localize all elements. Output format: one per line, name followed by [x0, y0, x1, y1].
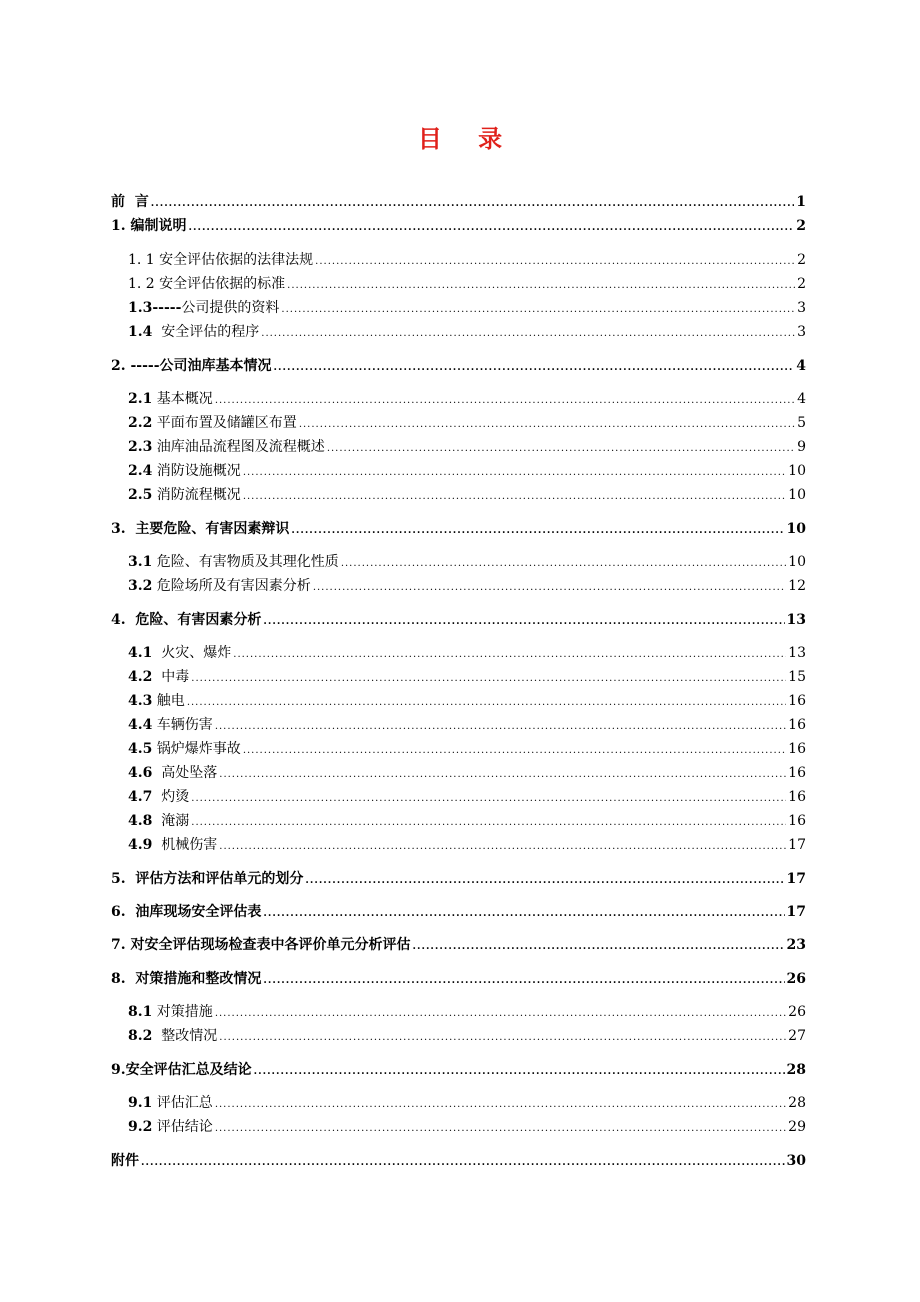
dot-leader: [187, 693, 786, 713]
dot-leader: [215, 1119, 786, 1139]
toc-page-number: 23: [786, 937, 806, 953]
toc-entry-label: [128, 1117, 213, 1137]
toc-entry-label: [128, 1093, 213, 1113]
dot-leader: [215, 1004, 786, 1024]
dot-leader: [263, 971, 784, 991]
toc-entry-label: [128, 763, 217, 783]
toc-page-number: 12: [788, 578, 806, 594]
toc-entry-number: 4.4: [128, 717, 153, 733]
toc-entry-text: 前 言: [111, 194, 149, 210]
toc-entry-number: 8.2: [128, 1028, 153, 1044]
toc-entry-text: 中毒: [152, 669, 190, 685]
toc-entry-label: [128, 691, 185, 711]
toc-entry[interactable]: [111, 274, 806, 294]
toc-entry-text: 消防设施概况: [152, 463, 241, 479]
toc-entry[interactable]: [111, 643, 806, 663]
toc-entry-label: [111, 902, 261, 922]
toc-page-number: 28: [786, 1062, 806, 1078]
toc-entry-label: [128, 715, 213, 735]
toc-entry[interactable]: [111, 192, 806, 212]
toc-entry-text: 机械伤害: [152, 837, 218, 853]
toc-entry-number: 2.2: [128, 415, 153, 431]
toc-page-number: 27: [788, 1028, 806, 1044]
toc-entry[interactable]: [111, 356, 806, 376]
toc-entry[interactable]: [111, 413, 806, 433]
toc-page-number: 15: [788, 669, 806, 685]
dot-leader: [315, 252, 795, 272]
toc-entry[interactable]: [111, 1002, 806, 1022]
toc-entry-label: [128, 250, 313, 270]
toc-entry-label: [111, 356, 272, 376]
toc-entry-text: 8. 对策措施和整改情况: [111, 971, 262, 987]
toc-entry-number: 3.2: [128, 578, 153, 594]
toc-entry-text: 高处坠落: [152, 765, 218, 781]
toc-entry-label: [111, 610, 261, 630]
toc-entry[interactable]: [111, 902, 806, 922]
toc-page-number: 10: [786, 521, 806, 537]
toc-entry-label: [111, 519, 289, 539]
toc-entry[interactable]: [111, 1117, 806, 1137]
toc-entry[interactable]: [111, 811, 806, 831]
toc-entry[interactable]: [111, 519, 806, 539]
toc-entry[interactable]: [111, 437, 806, 457]
toc-entry-number: 2.1: [128, 391, 153, 407]
toc-entry-text: 安全评估的程序: [152, 324, 260, 340]
toc-entry-label: [111, 869, 303, 889]
toc-page-number: 1: [796, 194, 806, 210]
toc-entry[interactable]: [111, 1026, 806, 1046]
toc-entry-number: 9.2: [128, 1119, 153, 1135]
toc-entry-number: 4.1: [128, 645, 153, 661]
toc-entry[interactable]: [111, 576, 806, 596]
toc-entry-number: 8.1: [128, 1004, 153, 1020]
toc-entry-text: 附件: [111, 1153, 139, 1169]
toc-page-number: 16: [788, 717, 806, 733]
toc-page-number: 10: [788, 463, 806, 479]
toc-entry-label: [128, 787, 189, 807]
toc-entry[interactable]: [111, 763, 806, 783]
dot-leader: [299, 415, 795, 435]
dot-leader: [287, 276, 795, 296]
toc-entry-label: [111, 1060, 252, 1080]
dot-leader: [215, 717, 786, 737]
toc-entry-label: [128, 274, 285, 294]
toc-entry-text: 危险场所及有害因素分析: [152, 578, 311, 594]
toc-entry[interactable]: [111, 667, 806, 687]
toc-entry-text: 9.安全评估汇总及结论: [111, 1062, 252, 1078]
dot-leader: [219, 765, 786, 785]
toc-page-number: 4: [797, 391, 806, 407]
dot-leader: [243, 463, 786, 483]
toc-entry-number: 3.1: [128, 554, 153, 570]
toc-entry[interactable]: [111, 691, 806, 711]
toc-entry-text: 7. 对安全评估现场检查表中各评价单元分析评估: [111, 937, 411, 953]
toc-entry-text: 锅炉爆炸事故: [152, 741, 241, 757]
toc-entry-text: 5. 评估方法和评估单元的划分: [111, 871, 304, 887]
toc-entry-label: [128, 835, 217, 855]
toc-entry-number: 4.5: [128, 741, 153, 757]
dot-leader: [327, 439, 795, 459]
toc-page-number: 30: [786, 1153, 806, 1169]
toc-entry[interactable]: [111, 250, 806, 270]
toc-page-number: 16: [788, 813, 806, 829]
dot-leader: [141, 1153, 785, 1173]
toc-entry-label: [128, 576, 311, 596]
toc-entry[interactable]: [111, 1151, 806, 1171]
toc-entry-number: 4.8: [128, 813, 153, 829]
toc-entry-label: [128, 322, 259, 342]
toc-entry-text: 火灾、爆炸: [152, 645, 232, 661]
dot-leader: [233, 645, 786, 665]
dot-leader: [215, 1095, 786, 1115]
toc-entry[interactable]: [111, 322, 806, 342]
dot-leader: [243, 487, 786, 507]
dot-leader: [151, 194, 795, 214]
toc-entry-text: 灼烫: [152, 789, 190, 805]
dot-leader: [189, 218, 795, 238]
toc-entry-label: [128, 643, 231, 663]
toc-page-number: 28: [788, 1095, 806, 1111]
toc-entry-label: [128, 811, 189, 831]
dot-leader: [191, 813, 786, 833]
toc-entry[interactable]: [111, 1060, 806, 1080]
toc-entry-label: [111, 935, 411, 955]
toc-entry[interactable]: [111, 869, 806, 889]
dot-leader: [261, 324, 795, 344]
dot-leader: [341, 554, 786, 574]
dot-leader: [263, 904, 784, 924]
toc-entry-text: 评估汇总: [152, 1095, 213, 1111]
toc-entry-number: 2.3: [128, 439, 153, 455]
toc-entry-label: [128, 437, 325, 457]
toc-entry-label: [128, 413, 297, 433]
toc-page-number: 16: [788, 693, 806, 709]
toc-page-number: 13: [786, 612, 806, 628]
toc-page-number: 13: [788, 645, 806, 661]
toc-entry-text: 车辆伤害: [152, 717, 213, 733]
dot-leader: [219, 837, 786, 857]
dot-leader: [215, 391, 795, 411]
toc-entry-text: 危险、有害物质及其理化性质: [152, 554, 339, 570]
toc-entry-text: 基本概况: [152, 391, 213, 407]
toc-entry[interactable]: [111, 715, 806, 735]
toc-entry-label: [128, 667, 189, 687]
dot-leader: [191, 669, 786, 689]
toc-entry[interactable]: [111, 969, 806, 989]
toc-entry-text: 整改情况: [152, 1028, 218, 1044]
toc-page-number: 3: [797, 324, 806, 340]
toc-entry-text: 1. 1 安全评估依据的法律法规: [128, 252, 314, 268]
toc-entry[interactable]: [111, 739, 806, 759]
toc-page-number: 2: [797, 276, 806, 292]
toc-entry-number: 2.4: [128, 463, 153, 479]
dot-leader: [254, 1062, 785, 1082]
toc-entry[interactable]: [111, 216, 806, 236]
toc-entry[interactable]: [111, 389, 806, 409]
dot-leader: [263, 612, 784, 632]
dot-leader: [243, 741, 786, 761]
dot-leader: [281, 300, 795, 320]
toc-page-number: 16: [788, 741, 806, 757]
toc-page-number: 16: [788, 765, 806, 781]
toc-entry-text: 6. 油库现场安全评估表: [111, 904, 262, 920]
toc-entry-number: 4.3: [128, 693, 153, 709]
toc-page-number: 3: [797, 300, 806, 316]
toc-entry[interactable]: [111, 552, 806, 572]
toc-entry[interactable]: [111, 461, 806, 481]
toc-page-number: 5: [797, 415, 806, 431]
toc-entry-number: 4.9: [128, 837, 153, 853]
dot-leader: [274, 358, 795, 378]
toc-entry-label: [128, 1026, 217, 1046]
toc-entry[interactable]: [111, 610, 806, 630]
toc-entry-text: 对策措施: [152, 1004, 213, 1020]
toc-page-number: 16: [788, 789, 806, 805]
toc-entry-text: 公司提供的资料: [181, 300, 280, 316]
page-title: 目 录: [417, 124, 517, 153]
toc-page-number: 17: [788, 837, 806, 853]
dot-leader: [313, 578, 786, 598]
toc-entry-number: 1.4: [128, 324, 153, 340]
toc-entry-text: 淹溺: [152, 813, 190, 829]
toc-entry-label: [128, 1002, 213, 1022]
toc-entry-text: 3. 主要危险、有害因素辩识: [111, 521, 290, 537]
toc-entry-label: [111, 1151, 139, 1171]
toc-entry-label: [111, 192, 149, 212]
toc-entry-number: 1.3-----: [128, 300, 182, 316]
toc-page-number: 17: [786, 904, 806, 920]
toc-entry[interactable]: [111, 298, 806, 318]
dot-leader: [219, 1028, 786, 1048]
toc-page-number: 10: [788, 487, 806, 503]
toc-entry-number: 9.1: [128, 1095, 153, 1111]
toc-entry-label: [128, 552, 339, 572]
toc-page-number: 2: [797, 252, 806, 268]
dot-leader: [413, 937, 785, 957]
toc-entry[interactable]: [111, 935, 806, 955]
toc-page-number: 17: [786, 871, 806, 887]
toc-entry-text: 触电: [152, 693, 185, 709]
dot-leader: [191, 789, 786, 809]
toc-entry-label: [128, 461, 241, 481]
toc-entry-text: 评估结论: [152, 1119, 213, 1135]
toc-entry[interactable]: [111, 485, 806, 505]
toc-page-number: 10: [788, 554, 806, 570]
toc-entry[interactable]: [111, 1093, 806, 1113]
toc-entry-text: 2. -----公司油库基本情况: [111, 358, 272, 374]
toc-page-number: 26: [786, 971, 806, 987]
toc-entry-label: [128, 485, 241, 505]
toc-entry-label: [111, 216, 187, 236]
toc-entry-text: 平面布置及储罐区布置: [152, 415, 297, 431]
toc-entry-label: [128, 298, 279, 318]
toc-entry-label: [128, 739, 241, 759]
toc-entry[interactable]: [111, 835, 806, 855]
toc-page-number: 26: [788, 1004, 806, 1020]
toc-entry-label: [111, 969, 261, 989]
toc-entry-text: 油库油品流程图及流程概述: [152, 439, 325, 455]
toc-entry-text: 1. 编制说明: [111, 218, 187, 234]
toc-page-number: 29: [788, 1119, 806, 1135]
toc-page-number: 4: [796, 358, 806, 374]
toc-entry-text: 4. 危险、有害因素分析: [111, 612, 262, 628]
toc-page-number: 2: [796, 218, 806, 234]
toc-page-number: 9: [797, 439, 806, 455]
dot-leader: [291, 521, 784, 541]
dot-leader: [305, 871, 784, 891]
toc-entry-number: 4.7: [128, 789, 153, 805]
toc-entry[interactable]: [111, 787, 806, 807]
toc-entry-number: 4.6: [128, 765, 153, 781]
toc-entry-text: 1. 2 安全评估依据的标准: [128, 276, 286, 292]
toc-entry-text: 消防流程概况: [152, 487, 241, 503]
toc-entry-number: 4.2: [128, 669, 153, 685]
toc-entry-label: [128, 389, 213, 409]
toc-entry-number: 2.5: [128, 487, 153, 503]
